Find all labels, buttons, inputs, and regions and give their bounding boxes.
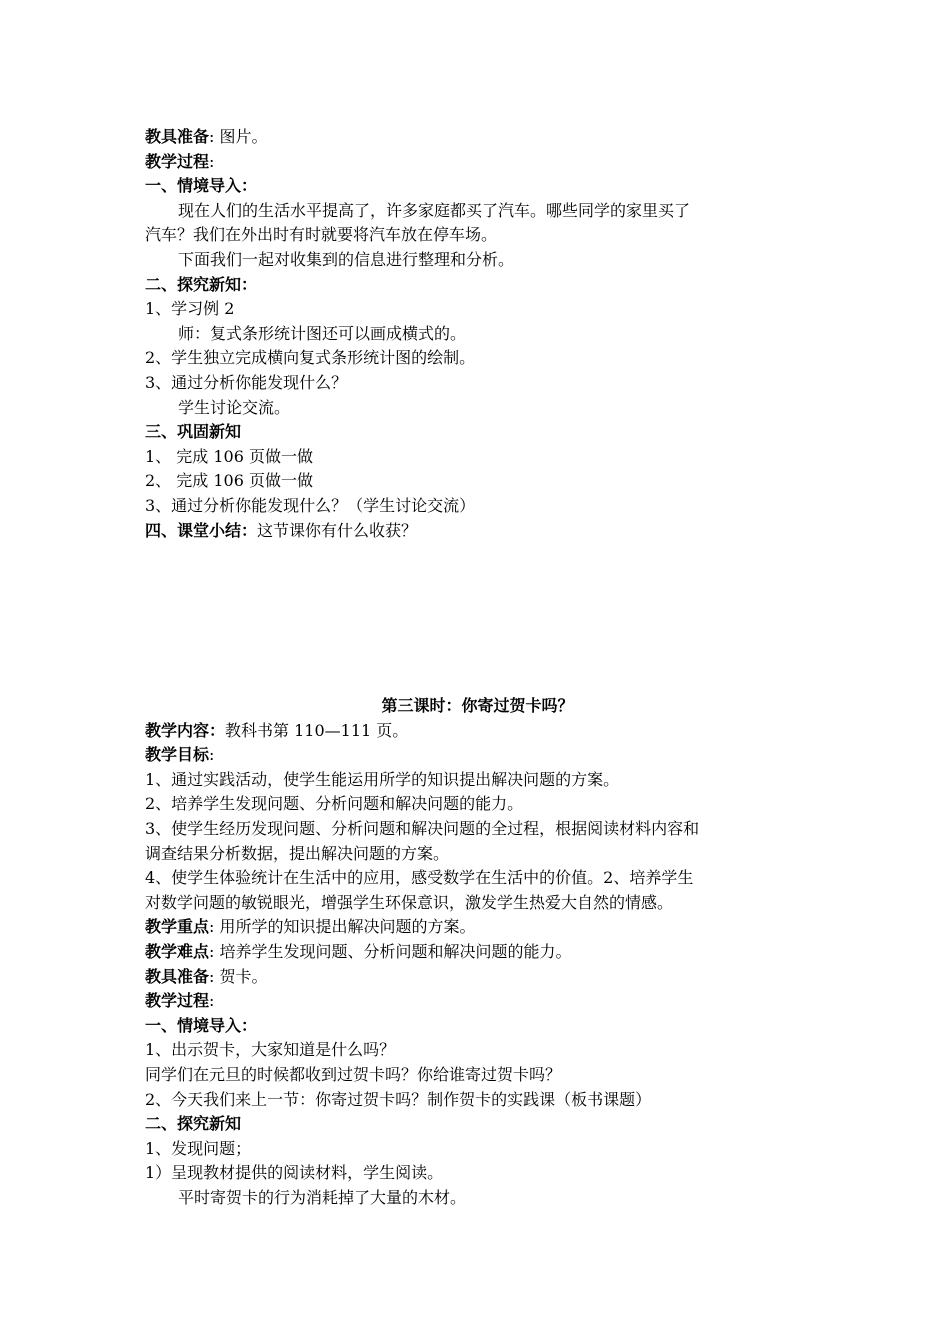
process-line [145, 150, 810, 175]
heading-intro: 一、情境导入： [145, 176, 258, 196]
summary-value: 这节课你有什么收获？ [257, 520, 418, 540]
explore-item-3: 3、通过分析你能发现什么？ [145, 372, 348, 392]
summary-line [145, 519, 810, 544]
intro2-item-1: 1、出示贺卡，大家知道是什么吗？ [145, 1040, 396, 1060]
lesson-title: 第三课时：你寄过贺卡吗？ [381, 696, 574, 716]
goal-colon: : [209, 745, 215, 765]
intro2-item-2: 2、今天我们来上一节：你寄过贺卡吗？制作贺卡的实践课（板书课题） [145, 1089, 652, 1109]
consolidate-item-2: 2、 完成 106 页做一做 [145, 471, 313, 491]
heading2-explore: 二、探究新知 [145, 1114, 242, 1134]
tools-value: : 图片。 [209, 127, 268, 146]
heading-explore: 二、探究新知： [145, 274, 258, 294]
consolidate-item-3: 3、通过分析你能发现什么？（学生讨论交流） [145, 495, 476, 515]
key-line [145, 915, 810, 940]
page-gap [145, 543, 810, 694]
summary-label: 四、课堂小结： [145, 520, 258, 540]
paragraph-intro-c: 下面我们一起对收集到的信息进行整理和分析。 [178, 249, 515, 269]
key-label: 教学重点 [145, 917, 210, 937]
process2-colon: : [209, 991, 215, 1011]
difficulty-line [145, 940, 810, 965]
heading-consolidate: 三、巩固新知 [145, 422, 242, 442]
consolidate-item-1: 1、 完成 106 页做一做 [145, 446, 313, 466]
goal-item-4a: 4、使学生体验统计在生活中的应用，感受数学在生活中的价值。2、培养学生 [145, 868, 694, 888]
goal-item-4b: 对数学问题的敏锐眼光，增强学生环保意识，激发学生热爱大自然的情感。 [145, 892, 674, 912]
heading2-intro: 一、情境导入： [145, 1015, 258, 1035]
explore-item-3-sub: 学生讨论交流。 [178, 397, 291, 417]
process2-line [145, 989, 810, 1014]
goal-item-1: 1、通过实践活动，使学生能运用所学的知识提出解决问题的方案。 [145, 769, 620, 789]
goal-item-3b: 调查结果分析数据，提出解决问题的方案。 [145, 843, 450, 863]
process-label: 教学过程 [145, 151, 210, 171]
content-value: 教科书第 110—111 页。 [225, 720, 409, 740]
tools2-value: : 贺卡。 [209, 966, 268, 986]
tools2-label: 教具准备 [145, 966, 210, 986]
paragraph-intro-b: 汽车？我们在外出时有时就要将汽车放在停车场。 [145, 225, 498, 245]
process-colon: : [209, 151, 215, 171]
goal-item-2: 2、培养学生发现问题、分析问题和解决问题的能力。 [145, 794, 524, 814]
explore-item-1-sub: 师：复式条形统计图还可以画成横式的。 [178, 323, 467, 343]
difficulty-label: 教学难点 [145, 942, 210, 962]
explore-item-2: 2、学生独立完成横向复式条形统计图的绘制。 [145, 348, 476, 368]
goal-label: 教学目标 [145, 745, 210, 765]
content-line [145, 719, 810, 744]
document-page [145, 125, 810, 1211]
intro2-item-1b: 同学们在元旦的时候都收到过贺卡吗？你给谁寄过贺卡吗？ [145, 1065, 562, 1084]
goal-item-3a: 3、使学生经历发现问题、分析问题和解决问题的全过程，根据阅读材料内容和 [145, 819, 700, 839]
tools-label: 教具准备 [145, 127, 210, 146]
difficulty-value: : 培养学生发现问题、分析问题和解决问题的能力。 [209, 942, 572, 962]
explore2-item-1b: 平时寄贺卡的行为消耗掉了大量的木材。 [178, 1187, 467, 1207]
explore2-item-1: 1、发现问题； [145, 1138, 252, 1158]
tools2-line [145, 965, 810, 990]
tools-line [145, 125, 810, 150]
content-label: 教学内容： [145, 720, 226, 740]
goal-line [145, 743, 810, 768]
explore-item-1: 1、学习例 2 [145, 299, 235, 319]
process2-label: 教学过程 [145, 991, 210, 1011]
key-value: : 用所学的知识提出解决问题的方案。 [209, 917, 476, 937]
paragraph-intro-a: 现在人们的生活水平提高了，许多家庭都买了汽车。哪些同学的家里买了 [178, 200, 691, 220]
explore2-item-1a: 1）呈现教材提供的阅读材料，学生阅读。 [145, 1163, 444, 1183]
